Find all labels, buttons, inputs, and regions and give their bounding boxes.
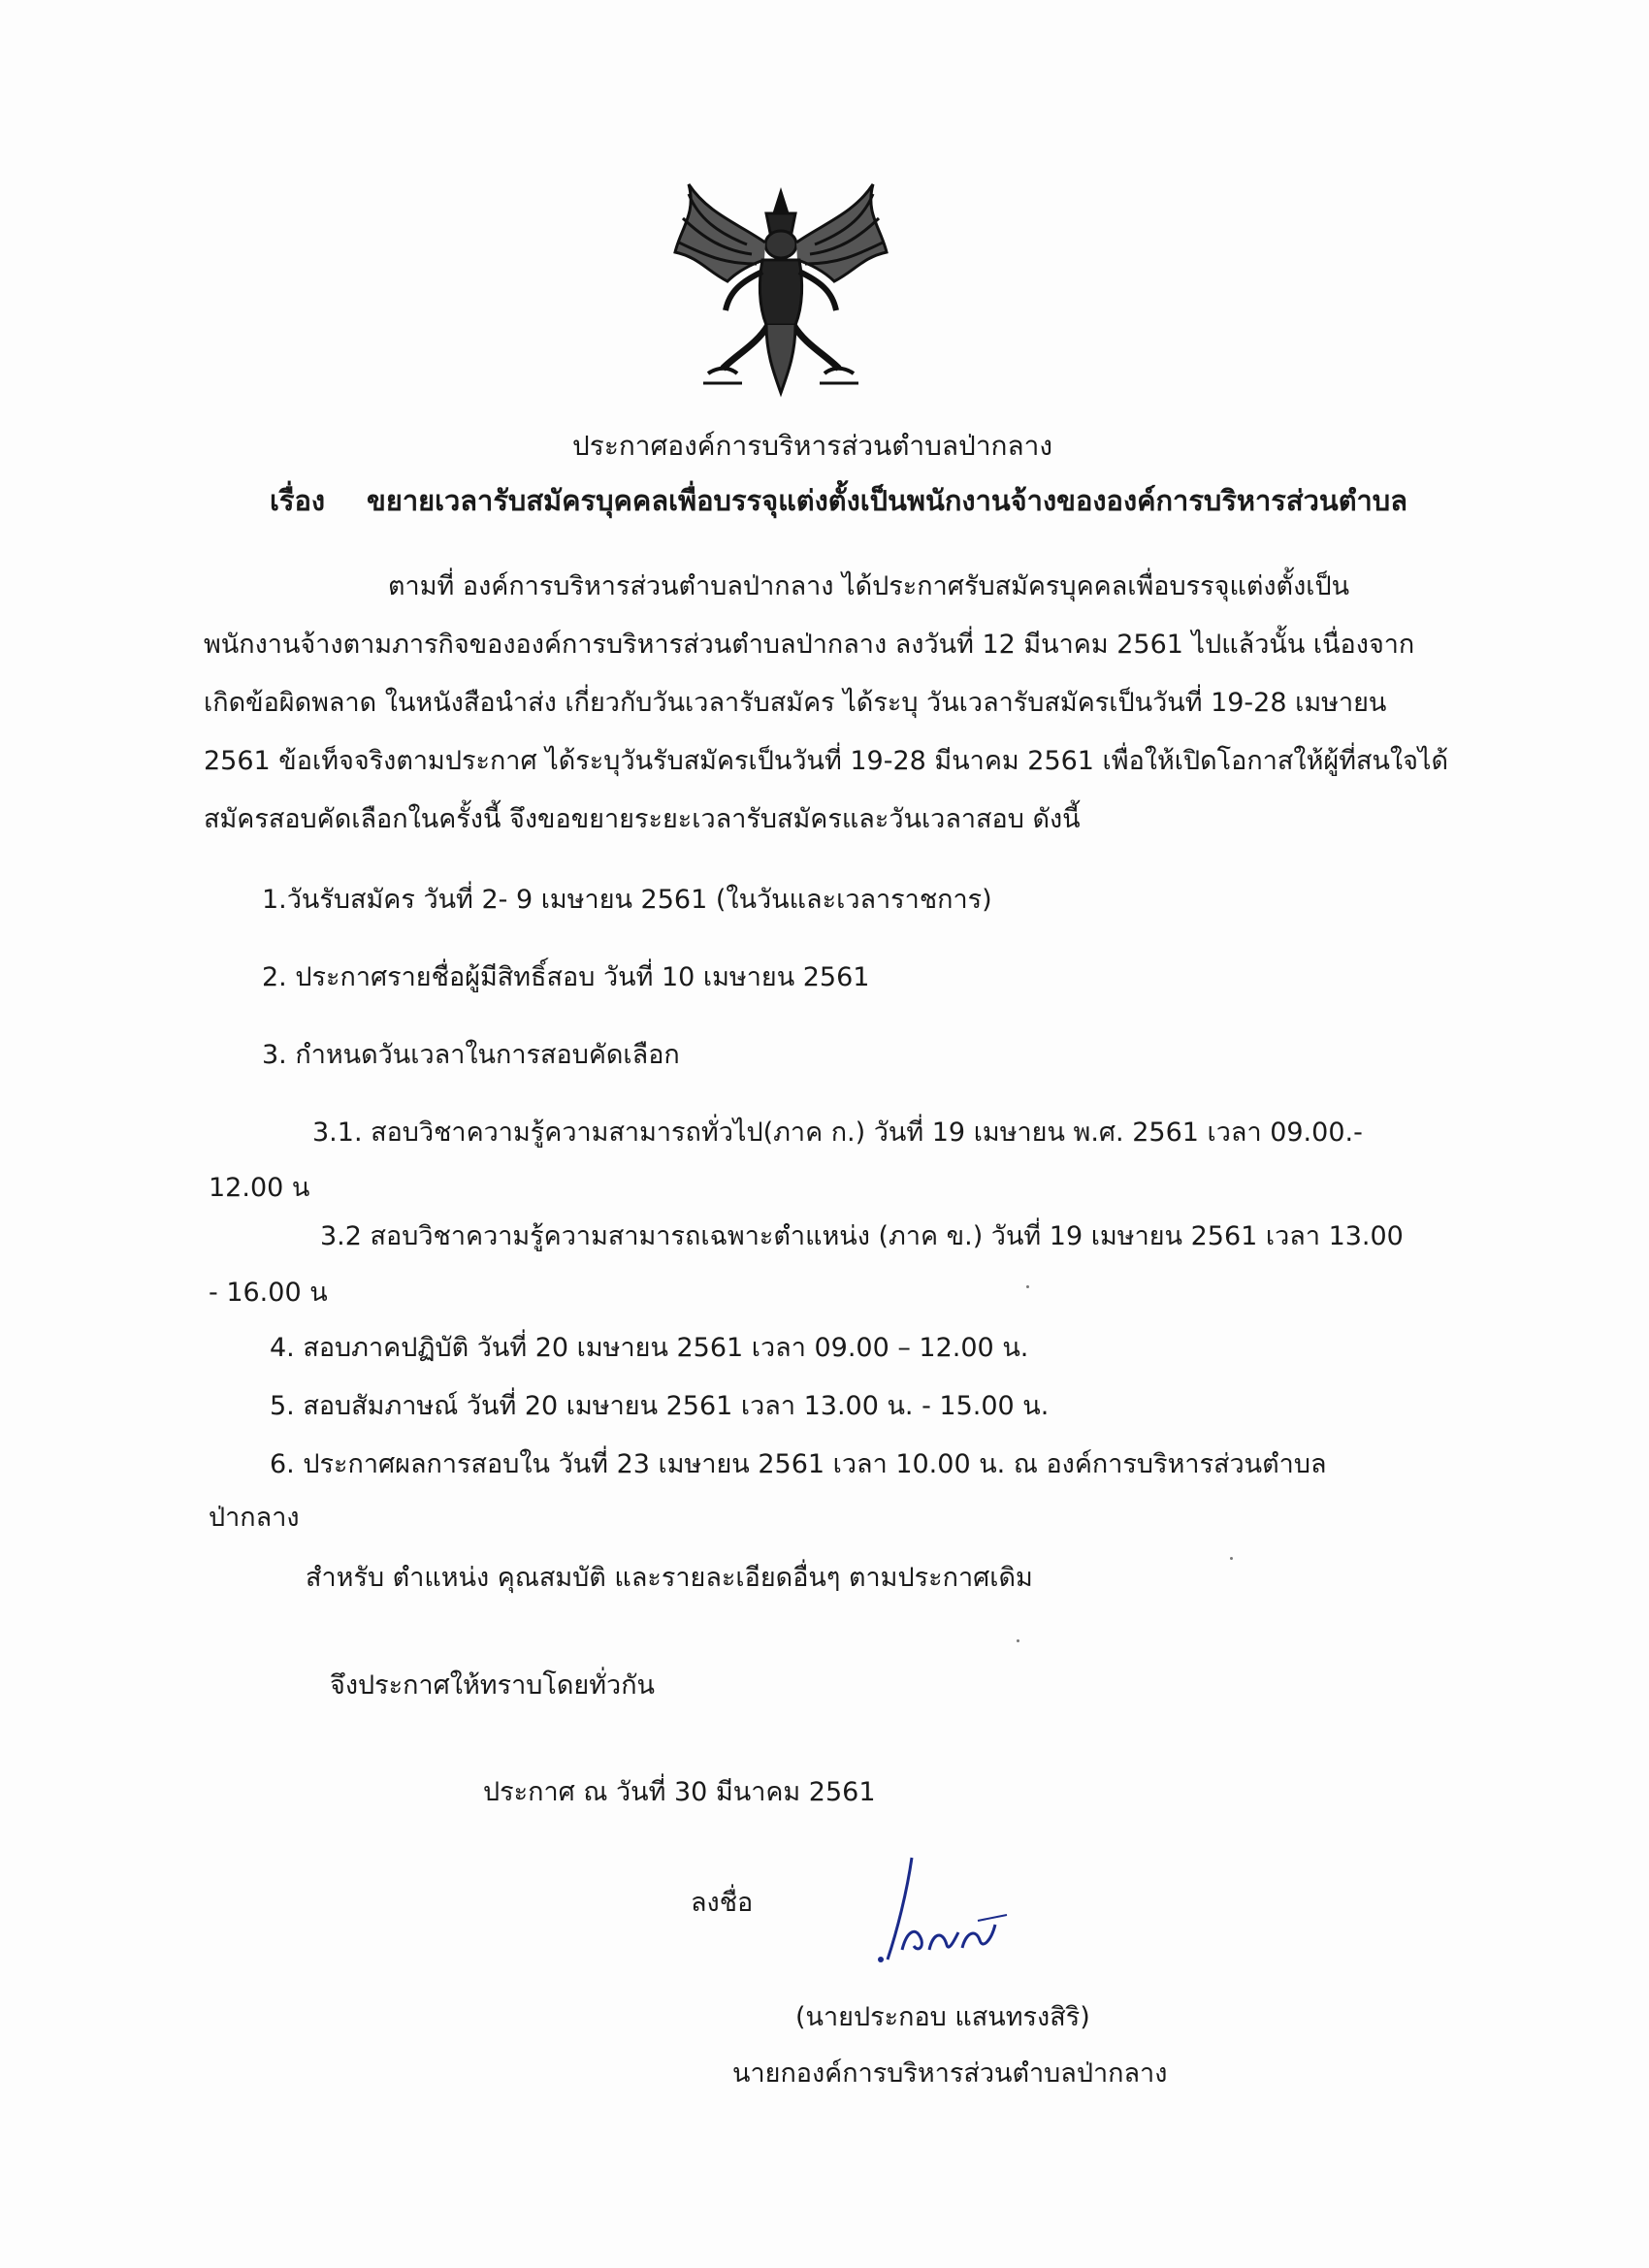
paragraph-line: สมัครสอบคัดเลือกในครั้งนี้ จึงขอขยายระยะเวลารับสมัครและวันเวลาสอบ ดังนี้ (204, 804, 1081, 834)
note-text: สำหรับ ตำแหน่ง คุณสมบัติ และรายละเอียดอื่นๆ ตามประกาศเดิม (306, 1563, 1033, 1593)
paragraph-line: ตามที่ องค์การบริหารส่วนตำบลป่ากลาง ได้ประกาศรับสมัครบุคคลเพื่อบรรจุแต่งตั้งเป็น (388, 571, 1350, 601)
signer-position: นายกองค์การบริหารส่วนตำบลป่ากลาง (732, 2058, 1168, 2089)
item-application-dates: 1.วันรับสมัคร วันที่ 2- 9 เมษายน 2561 (ในวันและเวลาราชการ) (262, 885, 992, 915)
paragraph-line: พนักงานจ้างตามภารกิจขององค์การบริหารส่วนตำบลป่ากลาง ลงวันที่ 12 มีนาคม 2561 ไปแล้วนั้น เนื่องจาก (204, 630, 1415, 660)
announce-date: ประกาศ ณ วันที่ 30 มีนาคม 2561 (483, 1777, 876, 1807)
announcement-title: ประกาศองค์การบริหารส่วนตำบลป่ากลาง (572, 430, 1053, 462)
subject-text: ขยายเวลารับสมัครบุคคลเพื่อบรรจุแต่งตั้งเป็นพนักงานจ้างขององค์การบริหารส่วนตำบล (367, 484, 1407, 517)
announce-text: จึงประกาศให้ทราบโดยทั่วกัน (330, 1670, 655, 1701)
item-results-cont: ป่ากลาง (209, 1503, 300, 1533)
scan-speck (1017, 1639, 1019, 1642)
signature (854, 1853, 1028, 1969)
item-exam-schedule: 3. กำหนดวันเวลาในการสอบคัดเลือก (262, 1040, 680, 1070)
scan-speck (1230, 1557, 1233, 1560)
item-results: 6. ประกาศผลการสอบใน วันที่ 23 เมษายน 2561 เวลา 10.00 น. ณ องค์การบริหารส่วนตำบล (270, 1449, 1327, 1479)
paragraph-line: เกิดข้อผิดพลาด ในหนังสือนำส่ง เกี่ยวกับวันเวลารับสมัคร ได้ระบุ วันเวลารับสมัครเป็นวันที่ 19-28 เมษายน (204, 688, 1387, 718)
item-eligible-list: 2. ประกาศรายชื่อผู้มีสิทธิ์สอบ วันที่ 10 เมษายน 2561 (262, 962, 870, 992)
garuda-emblem-icon (669, 175, 892, 403)
item-practical-exam: 4. สอบภาคปฏิบัติ วันที่ 20 เมษายน 2561 เวลา 09.00 – 12.00 น. (270, 1333, 1029, 1363)
subject-label: เรื่อง (270, 484, 326, 517)
item-exam-part-a-cont: 12.00 น (209, 1173, 310, 1203)
item-exam-part-b: 3.2 สอบวิชาความรู้ความสามารถเฉพาะตำแหน่ง (ภาค ข.) วันที่ 19 เมษายน 2561 เวลา 13.00 (320, 1221, 1404, 1251)
item-exam-part-b-cont: - 16.00 น (209, 1278, 328, 1308)
item-exam-part-a: 3.1. สอบวิชาความรู้ความสามารถทั่วไป(ภาค ก.) วันที่ 19 เมษายน พ.ศ. 2561 เวลา 09.00.- (312, 1118, 1363, 1148)
item-interview: 5. สอบสัมภาษณ์ วันที่ 20 เมษายน 2561 เวลา 13.00 น. - 15.00 น. (270, 1391, 1050, 1421)
scan-speck (1026, 1285, 1029, 1288)
sign-label: ลงชื่อ (691, 1888, 754, 1918)
paragraph-line: 2561 ข้อเท็จจริงตามประกาศ ได้ระบุวันรับสมัครเป็นวันที่ 19-28 มีนาคม 2561 เพื่อให้เปิดโอกาสให้ผู้ที่สนใจได้ (204, 746, 1449, 776)
signer-name: (นายประกอบ แสนทรงสิริ) (795, 2002, 1090, 2032)
